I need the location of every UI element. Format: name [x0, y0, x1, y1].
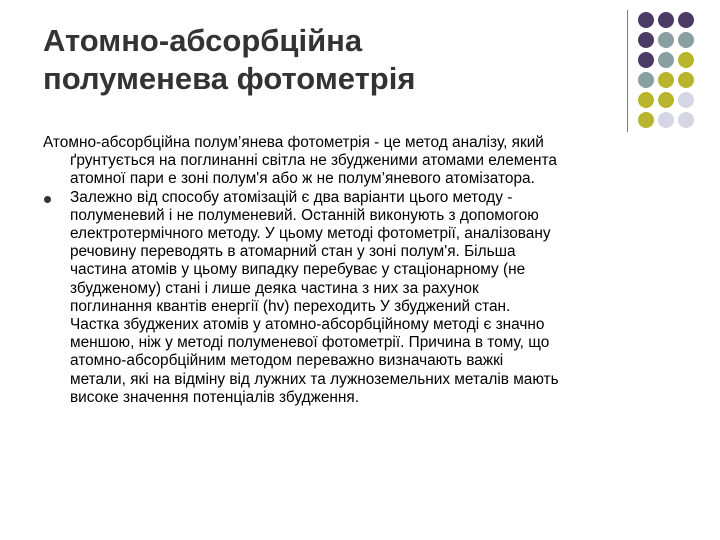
- decorative-dot: [658, 32, 674, 48]
- slide-title-line: Атомно-абсорбційна: [43, 23, 363, 58]
- decorative-dot: [658, 112, 674, 128]
- text-line: Частка збуджених атомів у атомно-абсорбційному методі є значно: [70, 316, 545, 334]
- decorative-dot: [678, 12, 694, 28]
- slide-body: [43, 134, 693, 407]
- text-line: частина атомів у цьому випадку перебуває у стаціонарному (не: [70, 261, 526, 279]
- decorative-dot: [638, 52, 654, 68]
- slide-title: [43, 22, 603, 98]
- text-line: атомно-абсорбційним методом переважно визначають важкі: [70, 352, 504, 370]
- text-line: поглинання квантів енергії (hv) переходить У збуджений стан.: [70, 297, 511, 315]
- body-paragraph-1: [43, 134, 693, 189]
- text-line: полуменевий і не полуменевий. Останній виконують з допомогою: [70, 206, 539, 224]
- text-line: високе значення потенціалів збудження.: [70, 388, 360, 406]
- text-line: електротермічного методу. У цьому методі фотометрії, аналізовану: [70, 225, 551, 243]
- text-line: метали, які на відміну від лужних та лужноземельних металів мають: [70, 370, 559, 388]
- text-line: Атомно-абсорбційна полум’янева фотометрія - це метод аналізу, який: [43, 134, 544, 151]
- decorative-dot: [658, 72, 674, 88]
- text-line: ґрунтується на поглинанні світла не збудженими атомами елемента: [70, 152, 557, 170]
- decorative-dot: [678, 32, 694, 48]
- decorative-dot: [638, 92, 654, 108]
- decorative-dot: [658, 92, 674, 108]
- decorative-dot: [638, 12, 654, 28]
- decorative-dot: [678, 112, 694, 128]
- vertical-divider: [627, 10, 628, 132]
- decorative-dot: [678, 92, 694, 108]
- decorative-dot: [638, 72, 654, 88]
- decorative-dot-grid: [638, 12, 716, 114]
- text-line: речовину переводять в атомарний стан у зоні полум'я. Більша: [70, 243, 516, 261]
- decorative-dot: [658, 12, 674, 28]
- decorative-dot: [678, 52, 694, 68]
- bullet-icon: [44, 196, 51, 203]
- decorative-dot: [638, 32, 654, 48]
- text-line: збудженому) стані і лише деяка частина з них за рахунок: [70, 279, 479, 297]
- body-paragraph-2: [43, 189, 693, 407]
- text-line: Залежно від способу атомізацій є два варіанти цього методу -: [70, 188, 513, 206]
- decorative-dot: [638, 112, 654, 128]
- decorative-dot: [678, 72, 694, 88]
- decorative-dot: [658, 52, 674, 68]
- slide-title-line: полуменева фотометрія: [43, 61, 416, 96]
- text-line: атомної пари е зоні полум'я або ж не полум’яневого атомізатора.: [70, 170, 535, 188]
- text-line: меншою, ніж у методі полуменевої фотометрії. Причина в тому, що: [70, 334, 550, 352]
